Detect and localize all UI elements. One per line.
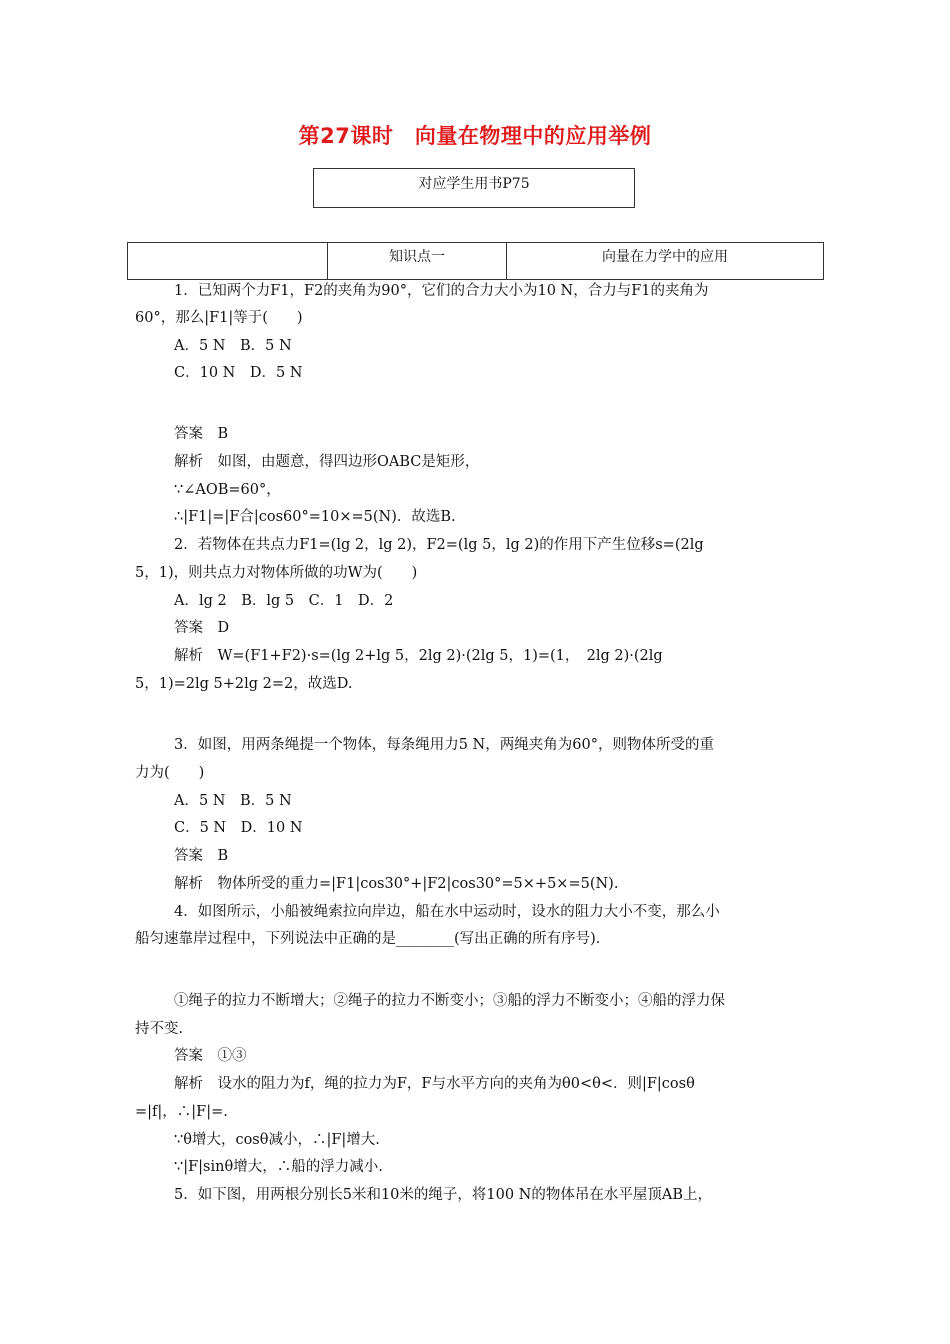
q4-analysis-3: ∵θ增大，cosθ减小，∴|F|增大.	[174, 1132, 380, 1148]
knowledge-point-label: 知识点一	[328, 243, 507, 279]
q3-answer: 答案 B	[174, 848, 229, 864]
q4-analysis-2: =|f|，∴|F|=.	[135, 1104, 228, 1120]
q1-analysis-2: ∵∠AOB=60°，	[174, 482, 281, 498]
q2-line-2: 5，1)，则共点力对物体所做的功W为( )	[135, 565, 418, 581]
q1-options-cd: C．10 N D．5 N	[174, 365, 303, 381]
q1-line-2: 60°，那么|F1|等于( )	[135, 310, 303, 326]
q2-options: A．lg 2 B．lg 5 C．1 D．2	[174, 593, 394, 609]
q4-statements-1: ①绳子的拉力不断增大；②绳子的拉力不断变小；③船的浮力不断变小；④船的浮力保	[174, 993, 725, 1009]
page-title: 第27课时 向量在物理中的应用举例	[298, 124, 652, 148]
q1-options-ab: A．5 N B．5 N	[174, 338, 292, 354]
q2-answer: 答案 D	[174, 620, 230, 636]
q5-line-1: 5．如下图，用两根分别长5米和10米的绳子，将100 N的物体吊在水平屋顶AB上，	[174, 1187, 712, 1203]
q1-line-1: 1．已知两个力F1，F2的夹角为90°，它们的合力大小为10 N，合力与F1的夹角为	[174, 283, 709, 299]
table-cell-empty	[128, 243, 328, 279]
q1-analysis-1: 解析 如图，由题意，得四边形OABC是矩形，	[174, 454, 480, 470]
q3-analysis: 解析 物体所受的重力=|F1|cos30°+|F2|cos30°=5×+5×=5(N).	[174, 876, 619, 892]
q3-options-ab: A．5 N B．5 N	[174, 793, 292, 809]
q1-analysis-3: ∴|F1|=|F合|cos60°=10×=5(N)．故选B.	[174, 509, 456, 525]
reference-text: 对应学生用书P75	[418, 176, 530, 192]
q4-statements-2: 持不变.	[135, 1021, 184, 1037]
q2-line-1: 2．若物体在共点力F1=(lg 2，lg 2)，F2=(lg 5，lg 2)的作用下产生位移s=(2lg	[174, 537, 704, 553]
q4-analysis-1: 解析 设水的阻力为f，绳的拉力为F，F与水平方向的夹角为θ0<θ<．则|F|cosθ	[174, 1076, 695, 1092]
q4-answer: 答案 ①③	[174, 1048, 247, 1064]
q3-line-2: 力为( )	[135, 765, 205, 781]
q3-options-cd: C．5 N D．10 N	[174, 820, 303, 836]
q4-analysis-4: ∵|F|sinθ增大，∴船的浮力减小.	[174, 1159, 383, 1175]
knowledge-point-table	[127, 242, 824, 280]
q4-line-1: 4．如图所示，小船被绳索拉向岸边，船在水中运动时，设水的阻力大小不变，那么小	[174, 904, 720, 920]
textbook-reference-box	[313, 168, 635, 208]
q2-analysis-1: 解析 W=(F1+F2)·s=(lg 2+lg 5，2lg 2)·(2lg 5，1)=(1， 2lg 2)·(2lg	[174, 648, 663, 664]
q1-answer: 答案 B	[174, 426, 229, 442]
q3-line-1: 3．如图，用两条绳提一个物体，每条绳用力5 N，两绳夹角为60°，则物体所受的重	[174, 737, 714, 753]
q2-analysis-2: 5，1)=2lg 5+2lg 2=2，故选D.	[135, 676, 353, 692]
knowledge-point-topic: 向量在力学中的应用	[602, 249, 728, 265]
q4-line-2: 船匀速靠岸过程中，下列说法中正确的是________(写出正确的所有序号).	[135, 931, 601, 947]
